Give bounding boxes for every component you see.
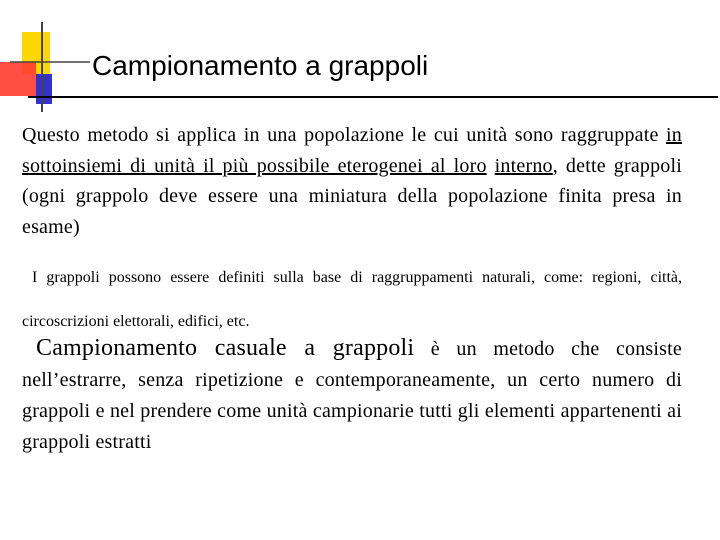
cluster-sampling-term: Campionamento casuale a grappoli [36,335,415,361]
paragraph-definition [22,120,682,242]
decoration-blue-square [36,74,52,104]
slide-title: Campionamento a grappoli [92,50,429,81]
title-underline [28,96,718,98]
cluster-sampling-definition: è un metodo che consiste nell’estrarre, senza ripetizione e contemporaneamente, un certo numero di grappoli e nel prendere come unità campionarie tutti gli elementi appartenenti ai grappoli estratti [22,338,682,453]
paragraph-definition-space [487,155,495,177]
paragraph-natural-groups [22,256,682,344]
paragraph-definition-rest: , dette grappoli (ogni grappolo deve essere una miniatura della popolazione finita presa in esame) [22,154,683,238]
paragraph-natural-groups-text: I grappoli possono essere definiti sulla base di raggruppamenti naturali, come: regioni, città, circoscrizioni elettorali, edifici, etc. [22,269,682,330]
underlined-word-interno: interno [494,154,553,177]
paragraph-cluster-sampling [22,333,682,458]
paragraph-definition-intro: Questo metodo si applica in una popolazione le cui unità sono raggruppate [22,124,667,146]
decoration-red-square [0,62,36,96]
underlined-phrase-subsets: in sottoinsiemi di unità il più possibile eterogenei al loro [22,124,682,177]
